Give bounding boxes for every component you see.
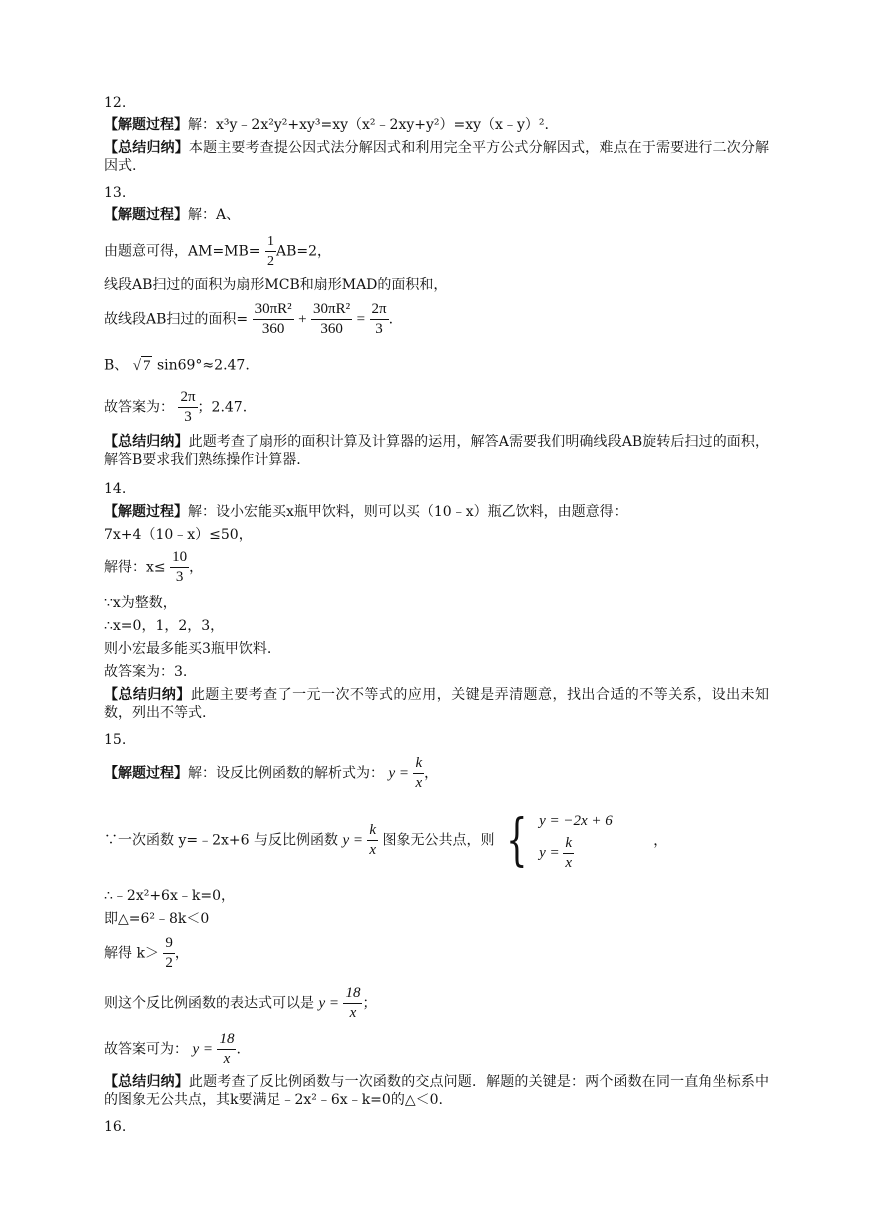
q13-line4-post: sin69°≈2.47. — [156, 357, 250, 374]
q13-line1-post: AB=2， — [275, 243, 332, 260]
q12-process-label: 【解题过程】 — [104, 117, 188, 133]
q15-sys-post: ， — [653, 832, 668, 849]
q13-line3 — [104, 300, 393, 339]
q15-line2-mid: 图象无公共点，则 — [382, 832, 495, 849]
q13-answer-pre: 故答案为： — [104, 399, 174, 416]
q15-solve-pre: 解得 k＞ — [104, 945, 159, 962]
q13-line4 — [104, 356, 250, 375]
q15-sys-den: x — [565, 855, 573, 871]
q15-summary — [104, 1073, 769, 1109]
q15-fn-post: ， — [424, 765, 439, 782]
q13-half-num: 1 — [266, 234, 274, 249]
q15-solve-fraction — [163, 934, 175, 973]
q14-solve-num: 10 — [172, 549, 188, 565]
q15-summary-text: 此题考查了反比例函数与一次函数的交点问题．解题的关键是：两个函数在同一直角坐标系中的图象无公共点，其k要满足﹣2x²﹣6x﹣k=0的△＜0. — [104, 1074, 770, 1108]
q13-f1-den: 360 — [253, 319, 294, 339]
q13-line2: 线段AB扫过的面积为扇形MCB和扇形MAD的面积和， — [104, 277, 448, 293]
q15-expr-num: 18 — [345, 985, 361, 1001]
q13-plus: + — [298, 311, 307, 328]
q15-solve-den: 2 — [165, 955, 173, 971]
q13-f3-den: 3 — [370, 319, 389, 339]
q13-ans-den: 3 — [178, 407, 197, 427]
sqrt-symbol: √ 7 — [132, 358, 151, 374]
q15-fn-num: k — [415, 755, 423, 771]
q15-line2-pre: ∵一次函数 y=﹣2x+6 与反比例函数 — [104, 832, 338, 849]
q15-expr-den: x — [343, 1003, 362, 1023]
q14-inequality: 7x+4（10﹣x）≤50， — [104, 527, 253, 543]
q13-f3-num: 2π — [371, 301, 387, 317]
q12-summary-text: 本题主要考查提公因式法分解因式和利用完全平方公式分解因式，难点在于需要进行二次分解因式. — [104, 140, 770, 174]
q13-summary — [104, 433, 769, 469]
q14-therefore: ∴x=0，1，2，3， — [104, 618, 225, 634]
q15-line2-fraction — [367, 821, 378, 860]
q14-solve-den: 3 — [170, 567, 189, 587]
q15-solve-post: ， — [174, 945, 189, 962]
q13-f2-den: 360 — [311, 319, 352, 339]
q15-fn-fraction — [413, 754, 424, 793]
q14-solve-pre: 解得：x≤ — [104, 559, 166, 576]
q14-process — [104, 503, 628, 521]
q15-answer-num: 18 — [219, 1031, 235, 1047]
q13-line4-pre: B、 — [104, 357, 129, 374]
q15-answer-fraction — [217, 1030, 236, 1069]
q15-expression — [104, 984, 376, 1023]
q15-expr-pre: 则这个反比例函数的表达式可以是 — [104, 995, 314, 1012]
q13-line1-pre: 由题意可得，AM=MB= — [104, 243, 261, 260]
q13-equals: = — [356, 311, 366, 328]
q15-expr-fraction — [343, 984, 362, 1023]
q15-line2-lhs: y = — [342, 832, 363, 849]
q15-answer-pre: 故答案可为： — [104, 1041, 188, 1058]
q12-summary — [104, 139, 769, 175]
q12-process — [104, 116, 549, 134]
q13-line1 — [104, 232, 331, 271]
q14-summary-label: 【总结归纳】 — [104, 687, 191, 703]
q13-summary-label: 【总结归纳】 — [104, 434, 189, 450]
q13-process — [104, 206, 240, 224]
q15-sys-eq2-fraction — [563, 834, 574, 873]
q13-answer — [104, 388, 247, 427]
q14-answer: 故答案为：3. — [104, 664, 188, 680]
q15-solve — [104, 934, 189, 973]
q15-sys-eq2 — [539, 834, 613, 873]
q15-line4: 即△=6²﹣8k＜0 — [104, 911, 210, 927]
q12-summary-label: 【总结归纳】 — [104, 140, 189, 156]
q15-answer-post: . — [236, 1041, 241, 1058]
q14-process-text: 解：设小宏能买x瓶甲饮料，则可以买（10﹣x）瓶乙饮料，由题意得： — [188, 504, 628, 520]
q13-answer-fraction — [178, 388, 197, 427]
q15-sys-eq2-lhs: y = — [539, 844, 560, 861]
q13-process-text: 解：A、 — [188, 207, 241, 223]
q13-area-fraction-3 — [370, 300, 389, 339]
left-brace-icon: { — [506, 807, 528, 873]
q13-area-fraction-1 — [253, 300, 294, 339]
q13-f1-num: 30πR² — [254, 301, 292, 317]
q14-process-label: 【解题过程】 — [104, 504, 188, 520]
q12-process-text: 解：x³y﹣2x²y²+xy³=xy（x²﹣2xy+y²）=xy（x﹣y）². — [188, 117, 549, 133]
q13-answer-post: ；2.47. — [197, 399, 248, 416]
q15-sys-eq1: y = −2x + 6 — [539, 813, 613, 829]
q14-solve-post: ， — [189, 559, 204, 576]
q15-line2 — [104, 808, 667, 873]
q15-process-label: 【解题过程】 — [104, 765, 188, 782]
q13-radicand: 7 — [142, 358, 151, 374]
q14-summary — [104, 686, 769, 722]
q14-because: ∵x为整数， — [104, 595, 177, 611]
q13-area-fraction-2 — [311, 300, 352, 339]
q15-line2-num: k — [369, 822, 377, 838]
q14-solve — [104, 548, 203, 587]
q15-answer — [104, 1030, 241, 1069]
q15-equation-system — [539, 808, 613, 873]
q15-answer-lhs: y = — [192, 1041, 213, 1058]
q15-process — [104, 754, 438, 793]
q15-answer-den: x — [217, 1049, 236, 1069]
q12-number: 12. — [104, 95, 127, 111]
q15-expr-lhs: y = — [318, 995, 339, 1012]
q13-summary-text: 此题考查了扇形的面积计算及计算器的运用，解答A需要我们明确线段AB旋转后扫过的面积，解答B要求我们熟练操作计算器. — [104, 434, 769, 468]
q14-conclusion: 则小宏最多能买3瓶甲饮料. — [104, 641, 272, 657]
q15-line3: ∴﹣2x²+6x﹣k=0， — [104, 888, 235, 904]
q14-number: 14. — [104, 481, 127, 497]
q14-summary-text: 此题主要考查了一元一次不等式的应用，关键是弄清题意，找出合适的不等关系，设出未知数，列出不等式. — [104, 687, 770, 721]
q15-fn-den: x — [415, 775, 423, 791]
q15-summary-label: 【总结归纳】 — [104, 1074, 189, 1090]
q13-f2-num: 30πR² — [313, 301, 351, 317]
q13-line3-pre: 故线段AB扫过的面积= — [104, 311, 249, 328]
q13-half-fraction — [265, 232, 276, 271]
q13-number: 13. — [104, 185, 127, 201]
q15-sys-num: k — [565, 835, 573, 851]
q15-number: 15. — [104, 732, 127, 748]
q15-line2-den: x — [369, 842, 377, 858]
q13-ans-num: 2π — [180, 389, 196, 405]
q15-fn-lhs: y = — [388, 765, 409, 782]
q13-line3-post: . — [388, 311, 394, 328]
q13-process-label: 【解题过程】 — [104, 207, 188, 223]
q13-half-den: 2 — [265, 251, 276, 271]
q15-process-text: 解：设反比例函数的解析式为： — [188, 765, 384, 782]
q15-expr-post: ； — [362, 995, 377, 1012]
q14-solve-fraction — [170, 548, 189, 587]
q16-number: 16. — [104, 1119, 127, 1135]
q15-solve-num: 9 — [165, 935, 173, 951]
